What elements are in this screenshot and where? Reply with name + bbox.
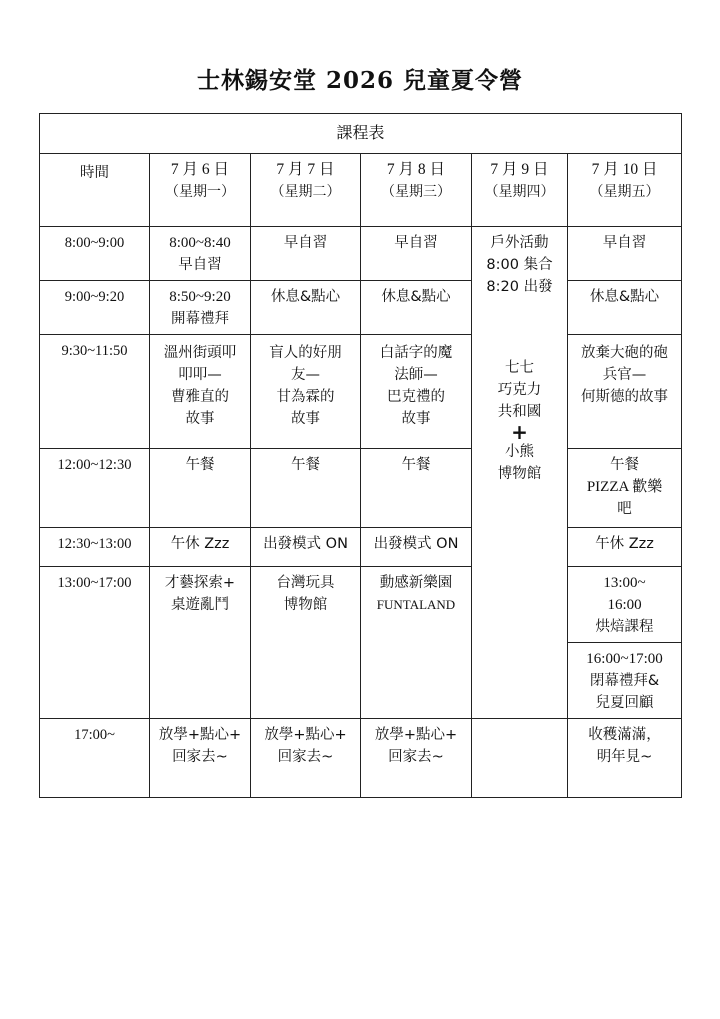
cell-line: 8:00~8:40 [169, 235, 231, 251]
day-weekday: （星期一） [165, 184, 235, 200]
day-date: 7 月 9 日 [490, 161, 549, 178]
cell-line: 8:50~9:20 [169, 289, 231, 305]
cell-line: 才藝探索+ [164, 575, 236, 591]
cell-line: FUNTALAND [376, 597, 456, 612]
cell-mon-r2 [150, 281, 251, 335]
cell-line: 放棄大砲的砲 [581, 345, 669, 361]
cell-line: 早自習 [178, 257, 222, 273]
cell-thu-trip [472, 335, 568, 719]
day-date: 7 月 8 日 [386, 161, 446, 178]
cell-line: 16:00~17:00 [586, 651, 663, 667]
cell-tue-r4: 午餐 [251, 449, 361, 528]
cell-line: 溫州街頭叩 [163, 345, 237, 361]
cell-line: 吧 [617, 501, 632, 517]
cell-fri-r1: 早自習 [568, 227, 682, 281]
cell-fri-r7 [568, 719, 682, 798]
cell-line: 曹雅直的 [171, 389, 229, 405]
cell-line: 故事 [291, 411, 320, 427]
cell-line: 小熊 [505, 443, 534, 460]
cell-line: 13:00~ [603, 575, 646, 591]
day-date: 7 月 7 日 [276, 161, 335, 178]
day-weekday: （星期五） [589, 184, 660, 200]
cell-fri-r6a [568, 567, 682, 643]
time-slot: 12:30~13:00 [40, 528, 150, 567]
cell-wed-r1: 早自習 [361, 227, 472, 281]
cell-line: 何斯德的故事 [581, 389, 669, 405]
day-date: 7 月 10 日 [591, 161, 658, 178]
cell-thu-r7 [472, 719, 568, 798]
table-caption: 課程表 [40, 114, 682, 154]
cell-tue-r7 [251, 719, 361, 798]
day-date: 7 月 6 日 [170, 161, 230, 178]
time-slot: 12:00~12:30 [40, 449, 150, 528]
cell-line: 回家去~ [277, 749, 334, 765]
cell-line: 叩叩— [178, 367, 222, 383]
cell-line: 博物館 [497, 465, 542, 482]
cell-line: 友— [291, 367, 320, 383]
cell-line: 動感新樂園 [379, 575, 453, 591]
time-slot: 9:30~11:50 [40, 335, 150, 449]
cell-mon-r6 [150, 567, 251, 719]
cell-wed-r6 [361, 567, 472, 719]
cell-fri-r2: 休息&點心 [568, 281, 682, 335]
cell-mon-r7 [150, 719, 251, 798]
cell-fri-r3 [568, 335, 682, 449]
cell-line: 16:00 [607, 597, 642, 613]
cell-line: 兵官— [602, 367, 647, 383]
cell-line: 故事 [401, 411, 431, 427]
cell-tue-r3 [251, 335, 361, 449]
cell-line: 8:00 集合 [486, 257, 553, 273]
cell-tue-r5: 出發模式 ON [251, 528, 361, 567]
day-header-thu [472, 154, 568, 227]
cell-line: PIZZA 歡樂 [586, 479, 663, 495]
cell-tue-r2: 休息&點心 [251, 281, 361, 335]
cell-line: 盲人的好朋 [269, 345, 342, 361]
cell-wed-r7 [361, 719, 472, 798]
cell-line: 甘為霖的 [276, 389, 335, 405]
cell-tue-r6 [251, 567, 361, 719]
cell-line: 兒夏回顧 [595, 695, 654, 711]
day-weekday: （星期二） [270, 184, 341, 200]
cell-line: 巴克禮的 [387, 389, 445, 405]
cell-mon-r3 [150, 335, 251, 449]
cell-line: 七七 [505, 359, 534, 376]
plus-icon: + [511, 419, 528, 444]
cell-line: 午餐 [610, 457, 640, 473]
time-slot: 17:00~ [40, 719, 150, 798]
time-slot: 9:00~9:20 [40, 281, 150, 335]
cell-line: 烘焙課程 [595, 619, 654, 635]
cell-tue-r1: 早自習 [251, 227, 361, 281]
cell-line: 台灣玩具 [276, 575, 335, 591]
cell-line: 閉幕禮拜& [589, 673, 660, 689]
day-header-tue [251, 154, 361, 227]
day-weekday: （星期四） [484, 184, 555, 200]
cell-line: 巧克力 [497, 381, 542, 398]
day-header-wed [361, 154, 472, 227]
cell-line: 桌遊亂鬥 [171, 597, 229, 613]
cell-mon-r5: 午休 Zzz [150, 528, 251, 567]
cell-line: 法師— [394, 367, 438, 383]
cell-line: 放學+點心+ [264, 727, 347, 743]
cell-mon-r4: 午餐 [150, 449, 251, 528]
cell-line: 白話字的魔 [379, 345, 453, 361]
time-header: 時間 [40, 154, 150, 227]
cell-line: 共和國 [497, 403, 542, 420]
cell-fri-r5: 午休 Zzz [568, 528, 682, 567]
cell-line: 放學+點心+ [158, 727, 242, 743]
page-title: 士林錫安堂 2026 兒童夏令營 [196, 67, 524, 94]
cell-line: 8:20 出發 [486, 279, 553, 295]
cell-fri-r6b [568, 643, 682, 719]
cell-thu-outdoor [472, 227, 568, 335]
cell-line: 回家去~ [388, 749, 444, 765]
day-header-mon [150, 154, 251, 227]
cell-line: 開幕禮拜 [171, 311, 229, 327]
cell-line: 博物館 [283, 597, 328, 613]
day-weekday: （星期三） [381, 184, 451, 200]
cell-line: 故事 [185, 411, 215, 427]
cell-line: 放學+點心+ [374, 727, 458, 743]
cell-wed-r5: 出發模式 ON [361, 528, 472, 567]
cell-wed-r4: 午餐 [361, 449, 472, 528]
time-slot: 8:00~9:00 [40, 227, 150, 281]
cell-wed-r3 [361, 335, 472, 449]
cell-wed-r2: 休息&點心 [361, 281, 472, 335]
cell-line: 收穫滿滿， [588, 727, 661, 743]
cell-line: 回家去~ [172, 749, 228, 765]
schedule-table [39, 113, 682, 798]
cell-line: 明年見~ [596, 749, 653, 765]
cell-mon-r1 [150, 227, 251, 281]
cell-line: 戶外活動 [490, 235, 549, 251]
day-header-fri [568, 154, 682, 227]
cell-fri-r4 [568, 449, 682, 528]
time-slot: 13:00~17:00 [40, 567, 150, 719]
